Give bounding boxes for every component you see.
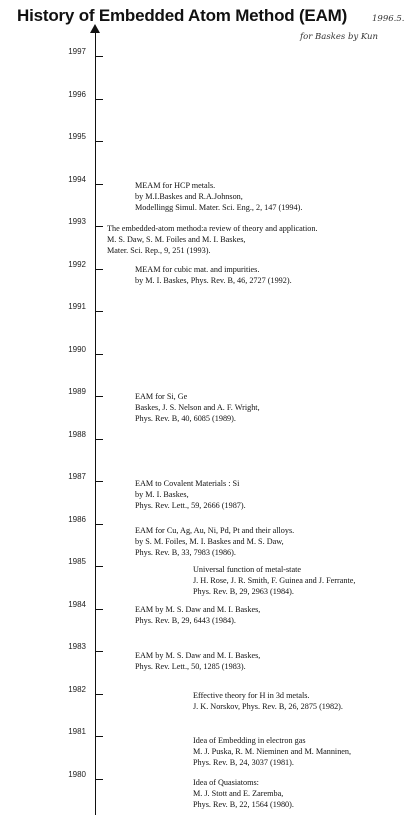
event-entry bbox=[135, 478, 246, 511]
year-tick bbox=[95, 439, 103, 440]
event-entry bbox=[193, 777, 294, 810]
year-tick bbox=[95, 736, 103, 737]
event-title: EAM by M. S. Daw and M. I. Baskes, bbox=[135, 651, 261, 660]
event-reference: by M.I.Baskes and R.A.Johnson, bbox=[135, 192, 243, 201]
year-tick bbox=[95, 226, 103, 227]
year-tick bbox=[95, 566, 103, 567]
year-1995 bbox=[0, 132, 120, 151]
event-reference: Mater. Sci. Rep., 9, 251 (1993). bbox=[107, 246, 211, 255]
event-reference: by M. I. Baskes, bbox=[135, 490, 189, 499]
event-entry bbox=[135, 391, 260, 424]
event-reference: Phys. Rev. B, 29, 2963 (1984). bbox=[193, 587, 294, 596]
event-entry bbox=[193, 735, 351, 768]
event-reference: Phys. Rev. B, 40, 6085 (1989). bbox=[135, 414, 236, 423]
year-1993 bbox=[0, 217, 120, 236]
year-1983 bbox=[0, 642, 120, 661]
year-label: 1994 bbox=[68, 175, 86, 184]
year-1996 bbox=[0, 90, 120, 109]
year-1997 bbox=[0, 47, 120, 66]
event-reference: Phys. Rev. B, 29, 6443 (1984). bbox=[135, 616, 236, 625]
year-tick bbox=[95, 56, 103, 57]
year-1985 bbox=[0, 557, 120, 576]
year-1992 bbox=[0, 260, 120, 279]
year-label: 1982 bbox=[68, 685, 86, 694]
year-label: 1995 bbox=[68, 132, 86, 141]
event-title: EAM for Si, Ge bbox=[135, 392, 188, 401]
event-reference: M. S. Daw, S. M. Foiles and M. I. Baskes, bbox=[107, 235, 246, 244]
handwritten-date: 1996.5. bbox=[372, 14, 405, 24]
event-entry bbox=[135, 604, 260, 626]
event-reference: Baskes, J. S. Nelson and A. F. Wright, bbox=[135, 403, 260, 412]
event-reference: Phys. Rev. B, 22, 1564 (1980). bbox=[193, 800, 294, 809]
chart-title: History of Embedded Atom Method (EAM) bbox=[17, 6, 348, 25]
year-tick bbox=[95, 481, 103, 482]
year-tick bbox=[95, 99, 103, 100]
event-title: EAM to Covalent Materials : Si bbox=[135, 479, 240, 488]
event-title: MEAM for HCP metals. bbox=[135, 181, 216, 190]
year-label: 1987 bbox=[68, 472, 86, 481]
event-entry bbox=[193, 564, 355, 597]
year-tick bbox=[95, 609, 103, 610]
year-label: 1981 bbox=[68, 727, 86, 736]
year-1988 bbox=[0, 430, 120, 449]
event-reference: by S. M. Foiles, M. I. Baskes and M. S. Daw, bbox=[135, 537, 284, 546]
event-title: EAM for Cu, Ag, Au, Ni, Pd, Pt and their alloys. bbox=[135, 526, 295, 535]
year-tick bbox=[95, 184, 103, 185]
year-label: 1983 bbox=[68, 642, 86, 651]
event-title: MEAM for cubic mat. and impurities. bbox=[135, 265, 260, 274]
year-label: 1980 bbox=[68, 770, 86, 779]
event-title: EAM by M. S. Daw and M. I. Baskes, bbox=[135, 605, 261, 614]
event-reference: J. K. Norskov, Phys. Rev. B, 26, 2875 (1982). bbox=[193, 702, 343, 711]
year-1980 bbox=[0, 770, 120, 789]
event-entry bbox=[135, 525, 294, 558]
year-1984 bbox=[0, 600, 120, 619]
year-1994 bbox=[0, 175, 120, 194]
event-reference: Phys. Rev. B, 33, 7983 (1986). bbox=[135, 548, 236, 557]
event-reference: Modellingg Simul. Mater. Sci. Eng., 2, 147 (1994). bbox=[135, 203, 303, 212]
event-reference: M. J. Puska, R. M. Nieminen and M. Manninen, bbox=[193, 747, 352, 756]
event-entry bbox=[135, 180, 302, 213]
year-label: 1985 bbox=[68, 557, 86, 566]
event-reference: Phys. Rev. Lett., 59, 2666 (1987). bbox=[135, 501, 246, 510]
year-label: 1996 bbox=[68, 90, 86, 99]
event-reference: M. J. Stott and E. Zaremba, bbox=[193, 789, 284, 798]
event-entry bbox=[135, 264, 292, 286]
event-reference: J. H. Rose, J. R. Smith, F. Guinea and J. Ferrante, bbox=[193, 576, 356, 585]
year-tick bbox=[95, 141, 103, 142]
year-label: 1991 bbox=[68, 302, 86, 311]
year-tick bbox=[95, 311, 103, 312]
year-label: 1984 bbox=[68, 600, 86, 609]
event-title: The embedded-atom method:a review of theory and application. bbox=[107, 224, 318, 233]
year-tick bbox=[95, 354, 103, 355]
year-label: 1990 bbox=[68, 345, 86, 354]
year-tick bbox=[95, 524, 103, 525]
event-reference: Phys. Rev. B, 24, 3037 (1981). bbox=[193, 758, 294, 767]
event-entry bbox=[193, 690, 343, 712]
handwritten-note: for Baskes by Kun bbox=[300, 32, 379, 42]
year-1991 bbox=[0, 302, 120, 321]
event-title: Idea of Quasiatoms: bbox=[193, 778, 259, 787]
year-1989 bbox=[0, 387, 120, 406]
year-label: 1989 bbox=[68, 387, 86, 396]
year-1982 bbox=[0, 685, 120, 704]
year-tick bbox=[95, 396, 103, 397]
event-reference: Phys. Rev. Lett., 50, 1285 (1983). bbox=[135, 662, 246, 671]
year-1981 bbox=[0, 727, 120, 746]
year-1990 bbox=[0, 345, 120, 364]
year-tick bbox=[95, 269, 103, 270]
year-tick bbox=[95, 779, 103, 780]
event-entry bbox=[107, 223, 318, 256]
year-tick bbox=[95, 651, 103, 652]
year-label: 1992 bbox=[68, 260, 86, 269]
year-label: 1993 bbox=[68, 217, 86, 226]
event-title: Idea of Embedding in electron gas bbox=[193, 736, 306, 745]
year-label: 1986 bbox=[68, 515, 86, 524]
year-1987 bbox=[0, 472, 120, 491]
event-title: Universal function of metal-state bbox=[193, 565, 301, 574]
year-label: 1997 bbox=[68, 47, 86, 56]
year-tick bbox=[95, 694, 103, 695]
year-label: 1988 bbox=[68, 430, 86, 439]
year-1986 bbox=[0, 515, 120, 534]
event-entry bbox=[135, 650, 260, 672]
event-title: Effective theory for H in 3d metals. bbox=[193, 691, 310, 700]
event-reference: by M. I. Baskes, Phys. Rev. B, 46, 2727 (1992). bbox=[135, 276, 292, 285]
